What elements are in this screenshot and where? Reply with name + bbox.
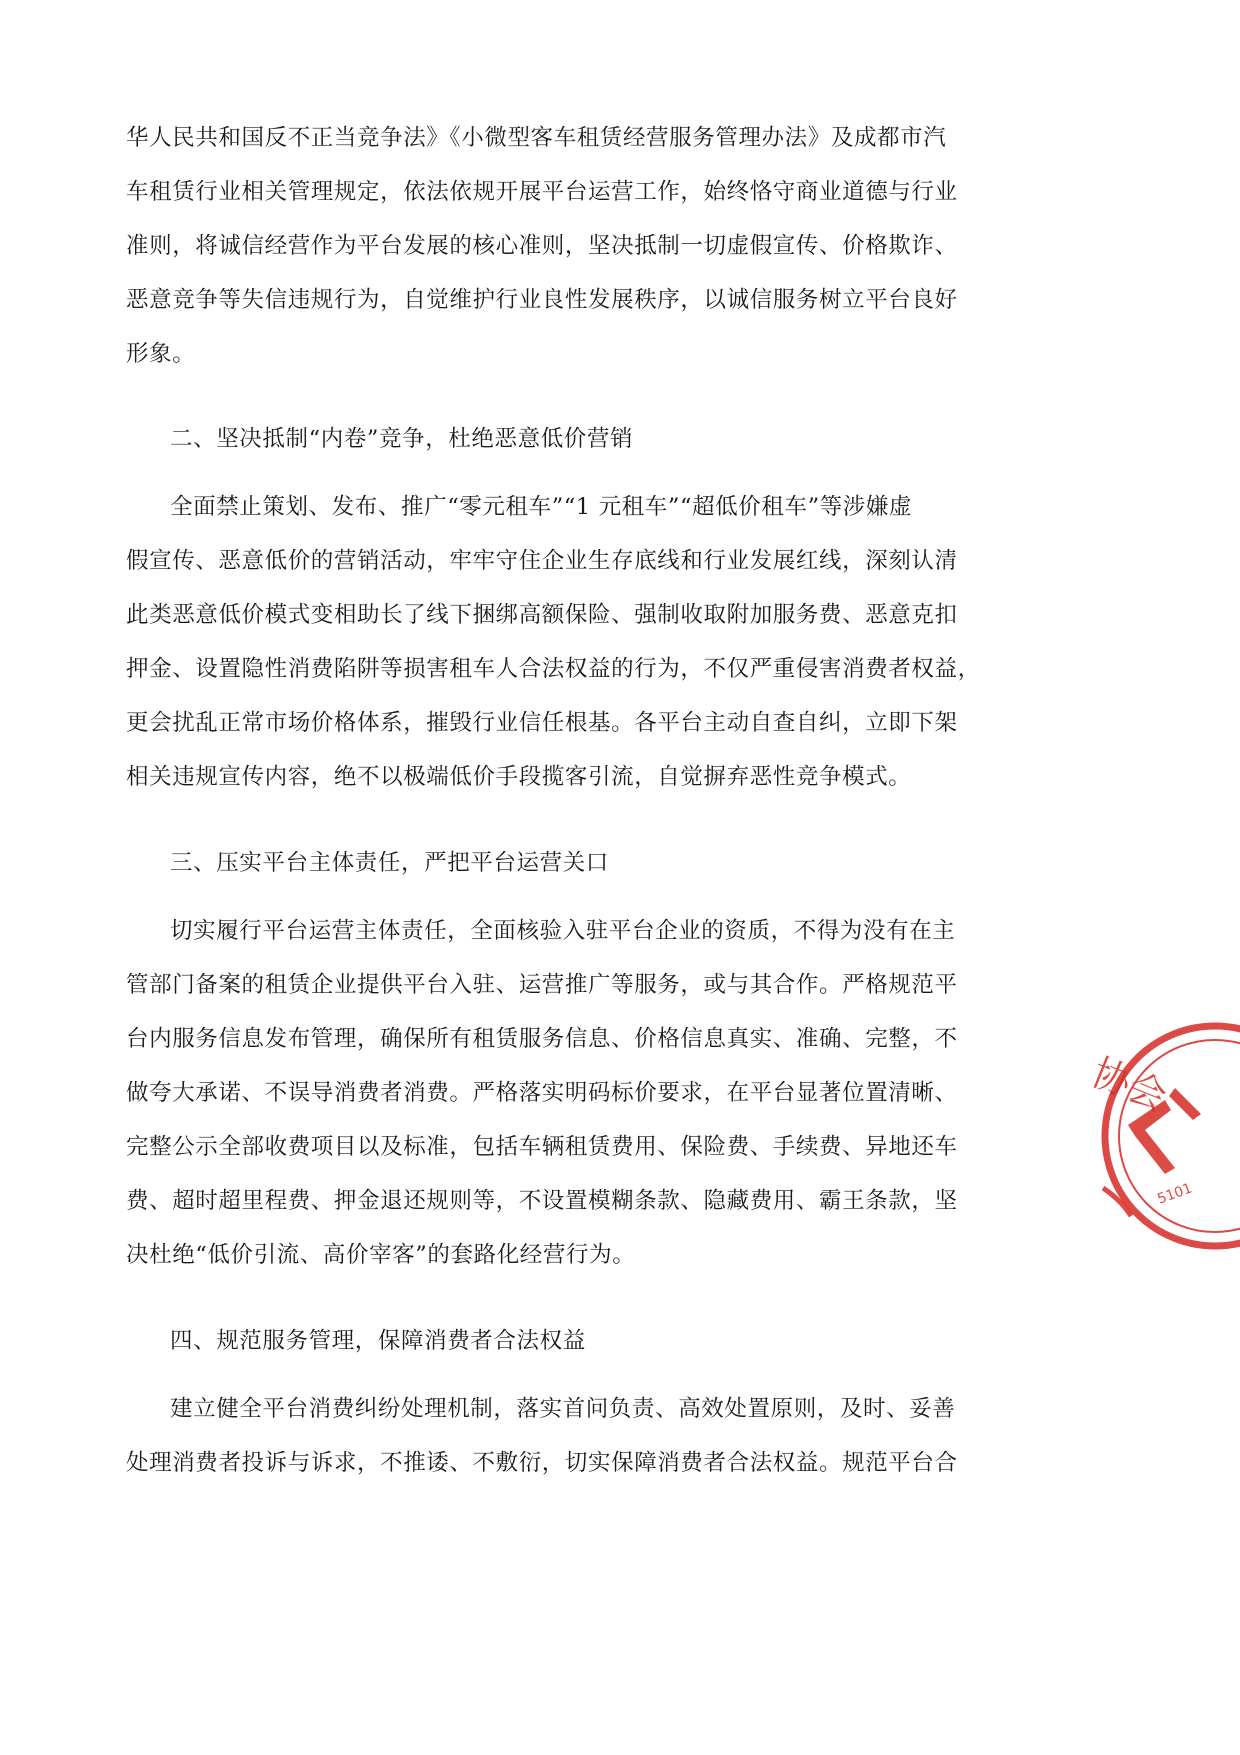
body-line: 管部门备案的租赁企业提供平台入驻、运营推广等服务，或与其合作。严格规范平 [126,972,958,998]
body-line: 做夸大承诺、不误导消费者消费。严格落实明码标价要求，在平台显著位置清晰、 [126,1080,958,1106]
body-line: 建立健全平台消费纠纷处理机制，落实首问负责、高效处置原则，及时、妥善 [170,1396,956,1422]
section-heading: 三、压实平台主体责任，严把平台运营关口 [170,850,609,876]
body-line: 决杜绝“低价引流、高价宰客”的套路化经营行为。 [126,1242,636,1268]
body-line: 准则，将诚信经营作为平台发展的核心准则，坚决抵制一切虚假宣传、价格欺诈、 [126,233,958,259]
section-heading: 二、坚决抵制“内卷”竞争，杜绝恶意低价营销 [170,426,634,452]
body-line: 车租赁行业相关管理规定，依法依规开展平台运营工作，始终恪守商业道德与行业 [126,179,958,205]
section-heading: 四、规范服务管理，保障消费者合法权益 [170,1328,586,1354]
body-line: 全面禁止策划、发布、推广“零元租车”“1 元租车”“超低价租车”等涉嫌虚 [170,494,913,520]
official-seal [1025,1018,1240,1258]
body-line: 押金、设置隐性消费陷阱等损害租车人合法权益的行为，不仅严重侵害消费者权益， [126,656,981,682]
body-line: 此类恶意低价模式变相助长了线下捆绑高额保险、强制收取附加服务费、恶意克扣 [126,602,958,628]
body-line: 台内服务信息发布管理，确保所有租赁服务信息、价格信息真实、准确、完整，不 [126,1026,958,1052]
body-line: 恶意竞争等失信违规行为，自觉维护行业良性发展秩序，以诚信服务树立平台良好 [126,287,958,313]
seal-graphic [1025,1018,1240,1258]
body-line: 形象。 [126,341,196,367]
body-line: 费、超时超里程费、押金退还规则等，不设置模糊条款、隐藏费用、霸王条款，坚 [126,1188,958,1214]
seal-text: 协会 [1086,1050,1173,1120]
body-line: 相关违规宣传内容，绝不以极端低价手段揽客引流，自觉摒弃恶性竞争模式。 [126,764,912,790]
body-line: 华人民共和国反不正当竞争法》《小微型客车租赁经营服务管理办法》及成都市汽 [126,125,947,151]
body-line: 假宣传、恶意低价的营销活动，牢牢守住企业生存底线和行业发展红线，深刻认清 [126,548,958,574]
body-line: 更会扰乱正常市场价格体系，摧毁行业信任根基。各平台主动自查自纠，立即下架 [126,710,958,736]
seal-number: 5101 [1155,1180,1195,1208]
body-line: 切实履行平台运营主体责任，全面核验入驻平台企业的资质，不得为没有在主 [170,918,956,944]
body-line: 处理消费者投诉与诉求，不推诿、不敷衍，切实保障消费者合法权益。规范平台合 [126,1450,958,1476]
body-line: 完整公示全部收费项目以及标准，包括车辆租赁费用、保险费、手续费、异地还车 [126,1134,958,1160]
